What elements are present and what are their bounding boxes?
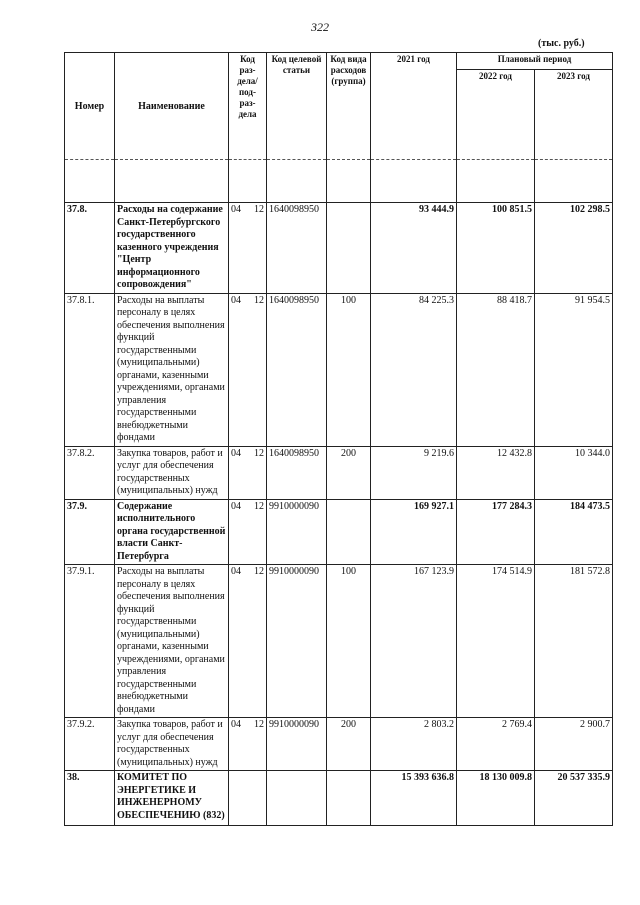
table-row [65,771,613,826]
row-name: Расходы на выплаты персоналу в целях обеспечения выполнения функций государственными (муниципальными) органами, казенными учреждениями, органами управления государственными внебюджетными фондами [115,293,229,446]
row-2023: 10 344.0 [535,446,613,499]
row-2022: 174 514.9 [457,565,535,718]
row-2022: 177 284.3 [457,499,535,565]
row-name: Закупка товаров, работ и услуг для обеспечения государственных (муниципальных) нужд [115,446,229,499]
subsection-code: 12 [254,447,264,459]
header-section: Код раз-дела/ под-раз-дела [229,53,267,160]
row-2023: 20 537 335.9 [535,771,613,826]
table-row [65,718,613,771]
subsection-code: 12 [254,204,264,215]
row-target: 1640098950 [267,203,327,294]
row-number: 37.8. [65,203,115,294]
budget-table [64,52,613,826]
row-target: 9910000090 [267,718,327,771]
table-row [65,446,613,499]
row-target: 1640098950 [267,293,327,446]
section-code: 04 [231,719,241,730]
row-target: 9910000090 [267,499,327,565]
subsection-code: 12 [254,719,264,730]
section-code: 04 [231,447,241,459]
row-section [229,446,267,499]
row-expense: 200 [327,718,371,771]
header-expense: Код вида расходов (группа) [327,53,371,160]
row-section [229,718,267,771]
header-plan-period: Плановый период [457,53,613,70]
row-expense: 100 [327,293,371,446]
table-row [65,565,613,718]
row-2023: 102 298.5 [535,203,613,294]
subsection-code: 12 [254,566,264,577]
row-name: Закупка товаров, работ и услуг для обеспечения государственных (муниципальных) нужд [115,718,229,771]
table-row [65,293,613,446]
row-number: 37.8.2. [65,446,115,499]
spacer-cell [65,160,115,203]
row-2021: 15 393 636.8 [371,771,457,826]
row-2022: 100 851.5 [457,203,535,294]
table-row [65,499,613,565]
section-code: 04 [231,566,241,577]
row-section [229,565,267,718]
row-name: Расходы на выплаты персоналу в целях обеспечения выполнения функций государственными (муниципальными) органами, казенными учреждениями, органами управления государственными внебюджетными фондами [115,565,229,718]
row-expense: 200 [327,446,371,499]
row-expense: 100 [327,565,371,718]
row-2021: 169 927.1 [371,499,457,565]
table-row [65,203,613,294]
section-code: 04 [231,294,241,306]
header-name: Наименование [115,53,229,160]
row-expense [327,203,371,294]
spacer-cell [229,160,267,203]
row-expense [327,499,371,565]
row-2021: 84 225.3 [371,293,457,446]
row-name: Расходы на содержание Санкт-Петербургского государственного казенного учреждения "Центр информационного сопровождения" [115,203,229,294]
row-target: 1640098950 [267,446,327,499]
row-2023: 2 900.7 [535,718,613,771]
row-2023: 181 572.8 [535,565,613,718]
row-number: 37.8.1. [65,293,115,446]
header-row-1 [65,53,613,70]
page-number: 322 [311,20,329,34]
row-section [229,203,267,294]
header-2023: 2023 год [535,70,613,160]
row-number: 37.9.2. [65,718,115,771]
row-2022: 18 130 009.8 [457,771,535,826]
row-2023: 184 473.5 [535,499,613,565]
row-name: Содержание исполнительного органа государственной власти Санкт-Петербурга [115,499,229,565]
spacer-cell [535,160,613,203]
header-number: Номер [65,53,115,160]
row-2022: 88 418.7 [457,293,535,446]
spacer-cell [267,160,327,203]
spacer-cell [115,160,229,203]
row-section [229,771,267,826]
row-2021: 9 219.6 [371,446,457,499]
row-number: 38. [65,771,115,826]
row-target [267,771,327,826]
spacer-row [65,160,613,203]
row-name: КОМИТЕТ ПО ЭНЕРГЕТИКЕ И ИНЖЕНЕРНОМУ ОБЕСПЕЧЕНИЮ (832) [115,771,229,826]
subsection-code: 12 [254,294,264,306]
subsection-code: 12 [254,500,264,512]
row-2023: 91 954.5 [535,293,613,446]
row-2021: 93 444.9 [371,203,457,294]
row-expense [327,771,371,826]
header-2021: 2021 год [371,53,457,160]
row-2022: 12 432.8 [457,446,535,499]
row-2021: 2 803.2 [371,718,457,771]
row-number: 37.9. [65,499,115,565]
row-2022: 2 769.4 [457,718,535,771]
row-section [229,499,267,565]
units-label: (тыс. руб.) [538,38,585,49]
row-number: 37.9.1. [65,565,115,718]
section-code: 04 [231,204,241,215]
header-target: Код целевой статьи [267,53,327,160]
row-section [229,293,267,446]
row-target: 9910000090 [267,565,327,718]
spacer-cell [327,160,371,203]
spacer-cell [457,160,535,203]
header-2022: 2022 год [457,70,535,160]
row-2021: 167 123.9 [371,565,457,718]
section-code: 04 [231,500,241,512]
spacer-cell [371,160,457,203]
